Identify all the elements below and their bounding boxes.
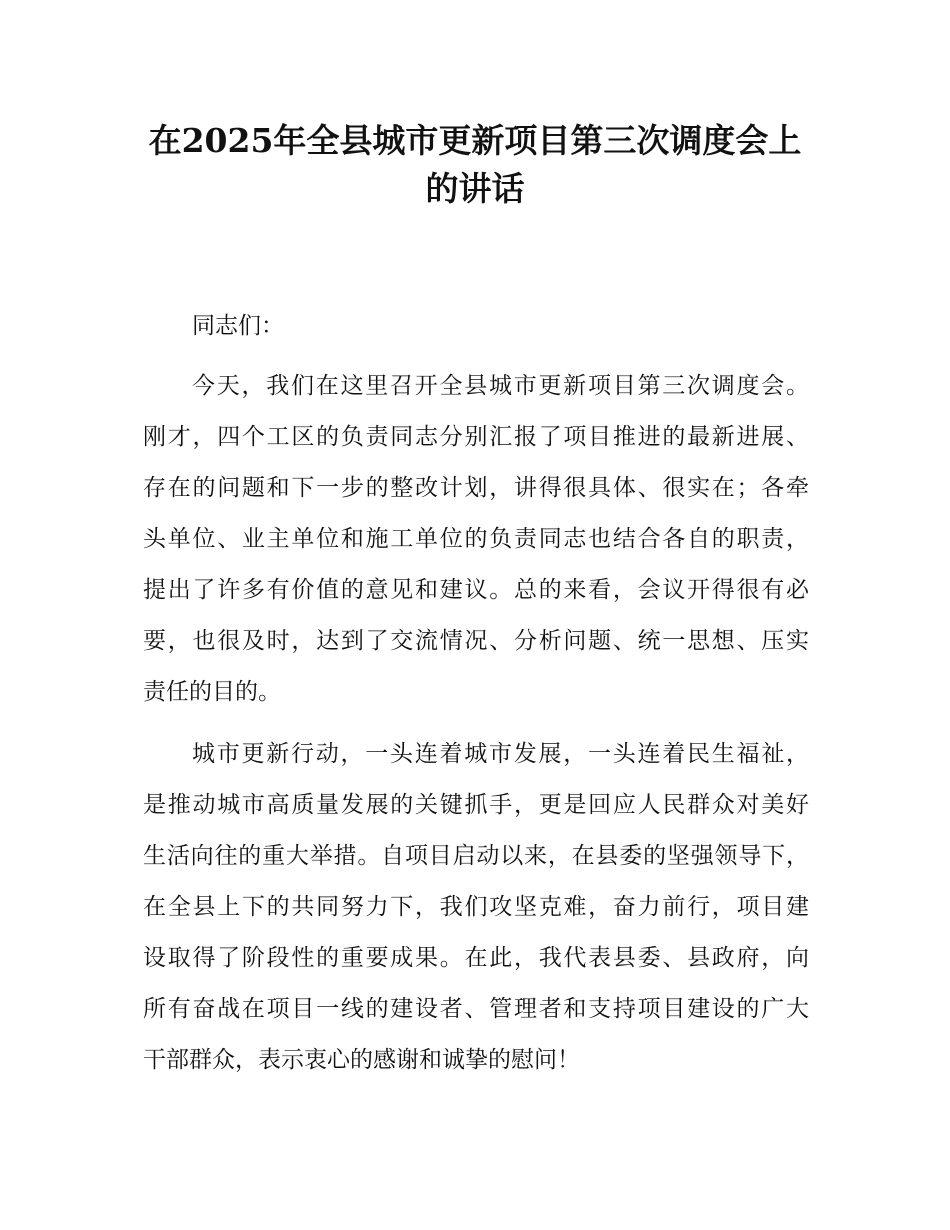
paragraph-line: 刚才，四个工区的负责同志分别汇报了项目推进的最新进展、 <box>143 424 809 450</box>
paragraph-line: 提出了许多有价值的意见和建议。总的来看，会议开得很有必 <box>143 577 809 603</box>
paragraph-line: 要，也很及时，达到了交流情况、分析问题、统一思想、压实 <box>143 628 809 654</box>
paragraph-line: 干部群众，表示衷心的感谢和诚挚的慰问！ <box>143 1047 580 1073</box>
salutation: 同志们： <box>192 313 284 339</box>
paragraph-line: 城市更新行动，一头连着城市发展，一头连着民生福祉， <box>192 741 809 767</box>
title-line-1: 在2025年全县城市更新项目第三次调度会上 <box>148 121 802 160</box>
title-line-2: 的讲话 <box>425 169 525 208</box>
paragraph-line: 责任的目的。 <box>143 679 281 705</box>
paragraph-line: 今天，我们在这里召开全县城市更新项目第三次调度会。 <box>192 373 809 399</box>
paragraph-line: 头单位、业主单位和施工单位的负责同志也结合各自的职责， <box>143 526 809 552</box>
paragraph-line: 是推动城市高质量发展的关键抓手，更是回应人民群众对美好 <box>143 792 809 818</box>
paragraph-line: 生活向往的重大举措。自项目启动以来，在县委的坚强领导下， <box>143 843 809 869</box>
paragraph-line: 所有奋战在项目一线的建设者、管理者和支持项目建设的广大 <box>143 996 809 1022</box>
paragraph-line: 设取得了阶段性的重要成果。在此，我代表县委、县政府，向 <box>143 945 809 971</box>
paragraph-line: 存在的问题和下一步的整改计划，讲得很具体、很实在；各牵 <box>143 475 809 501</box>
paragraph-line: 在全县上下的共同努力下，我们攻坚克难，奋力前行，项目建 <box>143 894 809 920</box>
